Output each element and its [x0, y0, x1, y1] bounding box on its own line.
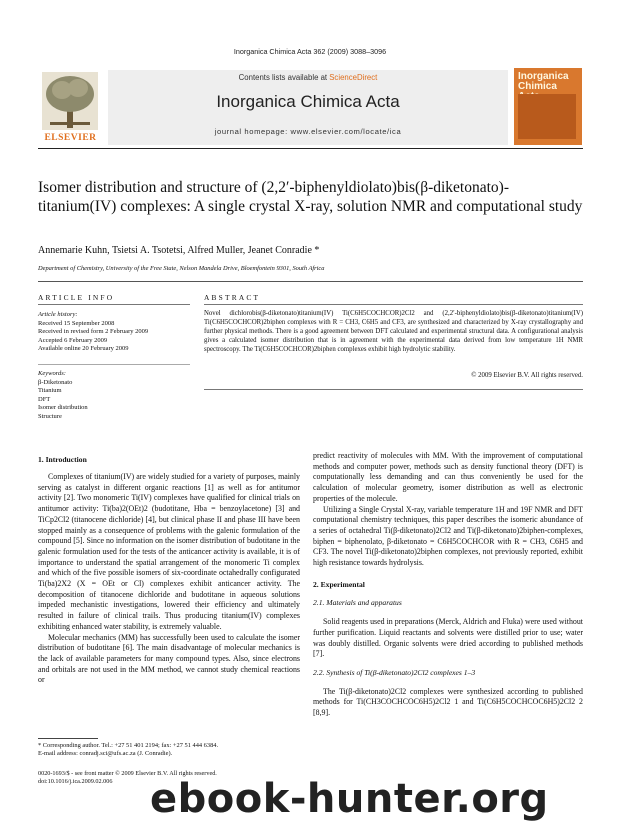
- keyword-item: Isomer distribution: [38, 404, 88, 412]
- history-item: Available online 20 February 2009: [38, 345, 129, 353]
- divider: [204, 304, 583, 305]
- affiliation: Department of Chemistry, University of the Free State, Nelson Mandela Drive, Bloemfontein 9301, South Africa: [38, 265, 325, 272]
- header-divider: [38, 148, 583, 149]
- keyword-item: Structure: [38, 412, 62, 420]
- abstract-text: Novel dichlorobis(β-diketonato)titanium(IV) Ti(C6H5COCHCOR)2Cl2 and (2,2′-biphenyldiolato)bis(β-diketonato)titanium(IV) Ti(C6H5COCHCOR)2biphen complexes with R = CH3, C6H5 and CF3, are synthesized and characterized by X-ray crystallography and further physical methods. There is a good agreement between DFT calculated and experimental structural data. A configurational analysis gives a calculated isomer distribution that is in agreement with the experimental data derived from low temperature 1H NMR spectroscopy. The Ti(C6H5COCHCOR)2biphen complexes exhibit high hydrolytic stability.: [204, 310, 583, 354]
- right-column: [313, 451, 583, 719]
- section-heading-introduction: 1. Introduction: [38, 455, 87, 464]
- paragraph: predict reactivity of molecules with MM. With the improvement of computational methods and computer power, methods such as density functional theory (DFT) is computationally less demanding and can thus conveniently be used for the calculation of molecular geometry, isomer distribution as well as electronic properties of the molecule.: [313, 451, 583, 503]
- journal-title: Inorganica Chimica Acta: [216, 92, 400, 111]
- cover-graphic: [518, 94, 576, 139]
- history-item: Received in revised form 2 February 2009: [38, 328, 149, 336]
- journal-reference: Inorganica Chimica Acta 362 (2009) 3088–3096: [233, 47, 387, 56]
- keyword-item: Titanium: [38, 387, 62, 395]
- footnote: [38, 742, 300, 758]
- keywords-label: Keywords:: [38, 370, 66, 377]
- history-item: Accepted 6 February 2009: [38, 336, 108, 344]
- section-heading-experimental: 2. Experimental: [313, 579, 365, 589]
- keywords: [38, 370, 198, 422]
- paper-title: Isomer distribution and structure of (2,2′-biphenyldiolato)bis(β-diketonato)-titanium(IV) complexes: A single crystal X-ray, solution NMR and computational study: [38, 179, 583, 215]
- cover-title: Inorganica Chimica: [518, 71, 569, 92]
- paragraph: The Ti(β-diketonato)2Cl2 complexes were synthesized according to published methods for Ti(CH3COCHCOC6H5)2Cl2 1 and Ti(C6H5COCHCOC6H5)2Cl2 2 [8,9].: [313, 686, 583, 718]
- doi-line[interactable]: doi:10.1016/j.ica.2009.02.006: [38, 778, 113, 786]
- divider: [38, 304, 190, 305]
- abstract-copyright: © 2009 Elsevier B.V. All rights reserved.: [471, 372, 583, 379]
- elsevier-tree-logo-icon: [42, 72, 98, 130]
- divider: [38, 281, 583, 282]
- paragraph: Solid reagents used in preparations (Merck, Aldrich and Fluka) were used without further purification. Liquid reactants and solvents were distilled prior to use; water was doubly distilled. Organic solvents were dried according to published methods [7].: [313, 617, 583, 659]
- article-history: [38, 311, 198, 354]
- divider: [204, 389, 583, 390]
- divider: [38, 364, 190, 365]
- paragraph: Complexes of titanium(IV) are widely studied for a variety of purposes, mainly serving as catalyst in different organic reactions [1] as well as for antitumor activity [2]. Two monomeric Ti(IV) complexes have qualified for clinical trials on antitumor activity: Ti(ba)2(OEt)2 (budotitane, Hba = benzoylacetone) [3] and TiCp2Cl2 (titanocene dichloride) [4], but clinical phase II and phase III have been stopped mainly as a consequence of problems with the galenic formulation of the compound [5]. Since no information on the isomer distribution of budotitane in the galenic formulation used for the tests of the anticancer activity is available, it is of importance to understand the spatial arrangement of the monomeric Ti complex and which of the five possible isomers of six-coordinate octahedrally configurated Ti(ba)2X2 (X = OEt or Cl) complexes exhibit anticancer activity. The decomposition of titanocene dichloride and budotitane in aqueous solutions impeded mechanistic investigations, lowered their efficiency and ultimately resulted in failure of clinical trails. Thus producing titanium(IV) complexes exhibiting enhanced water stability, is extremely valuable.: [38, 472, 300, 631]
- abstract-heading: ABSTRACT: [204, 293, 261, 302]
- keyword-item: DFT: [38, 395, 51, 403]
- paragraph: Molecular mechanics (MM) has successfully been used to calculate the isomer distribution of budotitane [6]. The main disadvantage of molecular mechanics is the lack of available parameters for many compound types. Also, since electrons and orbitals are not used in the MM method, we cannot study chemical reactions or: [38, 632, 300, 685]
- email-line[interactable]: E-mail address: conradj.sci@ufs.ac.za (J. Conradie).: [38, 750, 173, 758]
- history-label: Article history:: [38, 311, 78, 318]
- contents-available-line: Contents lists available at ScienceDirect: [238, 73, 378, 82]
- subsection-heading-synthesis: 2.2. Synthesis of Ti(β-diketonato)2Cl2 complexes 1–3: [313, 667, 476, 677]
- paragraph: Utilizing a Single Crystal X-ray, variable temperature 1H and 19F NMR and DFT computational chemistry techniques, this paper describes the isomeric abundance of a series of octahedral Ti(β-diketonato)2Cl2 and Ti(β-diketonato)2biphen-complexes, biphen = biphenolato, β-diketonato = C6H5COCHCOR with R = CH3, C6H5 and CF3. The novel Ti(β-diketonato)2biphen complexes, not previously reported, exhibit high resistance towards hydrolysis.: [313, 504, 583, 568]
- keyword-item: β-Diketonato: [38, 378, 73, 386]
- subsection-heading-materials: 2.1. Materials and apparatus: [313, 598, 402, 608]
- watermark: ebook-hunter.org: [150, 776, 549, 822]
- sciencedirect-link[interactable]: ScienceDirect: [329, 73, 378, 82]
- article-info-heading: ARTICLE INFO: [38, 293, 115, 302]
- footnote-divider: [38, 738, 98, 739]
- corresponding-author: * Corresponding author. Tel.: +27 51 401 2194; fax: +27 51 444 6384.: [38, 742, 219, 749]
- history-item: Received 15 September 2008: [38, 319, 115, 327]
- left-column: [38, 472, 300, 686]
- authors: Annemarie Kuhn, Tsietsi A. Tsotetsi, Alfred Muller, Jeanet Conradie *: [38, 245, 320, 256]
- elsevier-wordmark: ELSEVIER: [44, 133, 97, 143]
- issn-line: 0020-1693/$ - see front matter © 2009 Elsevier B.V. All rights reserved.: [38, 770, 217, 777]
- journal-homepage: journal homepage: www.elsevier.com/locate/ica: [214, 127, 402, 136]
